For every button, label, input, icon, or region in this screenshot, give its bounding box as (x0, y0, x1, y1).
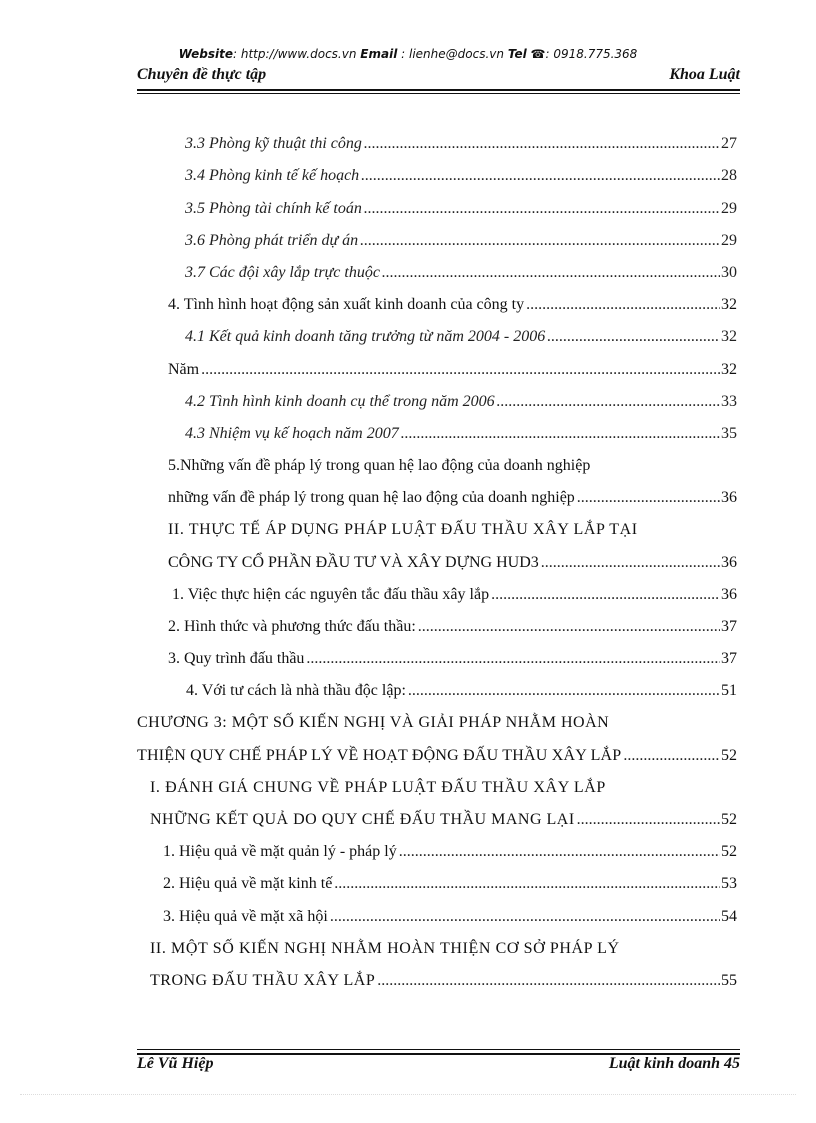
toc-entry-text: 3.7 Các đội xây lắp trực thuộc (185, 264, 380, 281)
phone-icon: ☎ (530, 47, 546, 61)
toc-entry-text: 4. Tình hình hoạt động sản xuất kinh doanh của công ty (168, 296, 525, 313)
toc-leader (360, 230, 720, 252)
toc-page-number: 53 (721, 875, 737, 892)
toc-entry[interactable] (172, 584, 737, 606)
toc-entry[interactable] (185, 133, 737, 155)
tel-label: Tel (507, 47, 527, 61)
toc-entry-text: CÔNG TY CỔ PHẦN ĐẦU TƯ VÀ XÂY DỰNG HUD3 (168, 554, 539, 571)
toc-entry[interactable] (163, 841, 737, 863)
toc-entry-text: 2. Hình thức và phương thức đấu thầu: (168, 618, 416, 635)
toc-page-number: 32 (721, 361, 737, 378)
toc-page-number: 28 (721, 167, 737, 184)
toc-entry-text: 1. Hiệu quả về mặt quản lý - pháp lý (163, 843, 397, 860)
toc-entry[interactable] (185, 262, 737, 284)
toc-leader (399, 841, 720, 863)
toc-entry[interactable] (168, 294, 737, 316)
toc-page-number: 32 (721, 328, 737, 345)
toc-entry-text[interactable]: I. ĐÁNH GIÁ CHUNG VỀ PHÁP LUẬT ĐẤU THẦU XÂY LẮP (150, 779, 606, 796)
toc-entry-text: 4.2 Tình hình kinh doanh cụ thể trong năm 2006 (185, 393, 495, 410)
toc-entry-text: 1. Việc thực hiện các nguyên tắc đấu thầu xây lắp (172, 586, 490, 603)
toc-leader (382, 262, 720, 284)
header-left-title: Chuyên đề thực tập (137, 66, 267, 83)
page-footer (137, 1055, 740, 1079)
toc-leader (401, 423, 720, 445)
toc-entry[interactable] (185, 165, 737, 187)
footer-rule-thin (137, 1049, 740, 1050)
toc-leader (541, 552, 720, 574)
toc-entry[interactable] (185, 230, 737, 252)
toc-entry[interactable] (185, 198, 737, 220)
toc-entry-text: 4.1 Kết quả kinh doanh tăng trưởng từ năm 2004 - 2006 (185, 328, 546, 345)
toc-entry-text: Năm (168, 361, 200, 378)
footer-course: Luật kinh doanh 45 (608, 1055, 740, 1072)
header-right-title: Khoa Luật (669, 66, 740, 83)
toc-leader (491, 584, 720, 606)
toc-page-number: 30 (721, 264, 737, 281)
page-header (137, 66, 740, 90)
toc-page-number: 55 (721, 972, 737, 989)
toc-entry-text: 3.4 Phòng kinh tế kế hoạch (185, 167, 360, 184)
toc-page-number: 51 (721, 682, 737, 699)
header-rule-thin (137, 93, 740, 94)
toc-entry-text: NHỮNG KẾT QUẢ DO QUY CHẾ ĐẤU THẦU MANG LẠI (150, 811, 575, 828)
toc-page-number: 52 (721, 811, 737, 828)
toc-page-number: 36 (721, 554, 737, 571)
toc-entry[interactable] (185, 391, 737, 413)
toc-entry-text: 4. Với tư cách là nhà thầu độc lập: (186, 682, 406, 699)
toc-page-number: 36 (721, 586, 737, 603)
toc-leader (623, 745, 720, 767)
toc-entry-text: 3.3 Phòng kỹ thuật thi công (185, 135, 362, 152)
toc-entry[interactable] (186, 680, 737, 702)
website-value: : http://www.docs.vn (233, 47, 357, 61)
email-value: : lienhe@docs.vn (401, 47, 504, 61)
toc-page-number: 36 (721, 489, 737, 506)
toc-leader (334, 873, 720, 895)
toc-leader (361, 165, 720, 187)
toc-leader (364, 133, 720, 155)
toc-entry[interactable] (168, 616, 737, 638)
toc-entry-text: 3.5 Phòng tài chính kế toán (185, 200, 362, 217)
toc-page-number: 52 (721, 843, 737, 860)
toc-leader (577, 487, 720, 509)
toc-page-number: 33 (721, 393, 737, 410)
toc-page-number: 29 (721, 200, 737, 217)
toc-leader (330, 906, 720, 928)
website-label: Website (178, 47, 233, 61)
toc-entry-text[interactable]: II. THỰC TẾ ÁP DỤNG PHÁP LUẬT ĐẤU THẦU XÂY LẮP TẠI (168, 521, 638, 538)
toc-entry[interactable] (163, 873, 737, 895)
toc-entry-text: 4.3 Nhiệm vụ kế hoạch năm 2007 (185, 425, 399, 442)
toc-entry-text: 3. Hiệu quả về mặt xã hội (163, 908, 328, 925)
toc-entry-text[interactable]: CHƯƠNG 3: MỘT SỐ KIẾN NGHỊ VÀ GIẢI PHÁP NHẰM HOÀN (137, 714, 610, 731)
toc-page-number: 32 (721, 296, 737, 313)
toc-entry-text: những vấn đề pháp lý trong quan hệ lao động của doanh nghiệp (168, 489, 575, 506)
toc-entry[interactable] (168, 552, 737, 574)
toc-page-number: 52 (721, 747, 737, 764)
toc-entry[interactable] (185, 423, 737, 445)
toc-entry-text: TRONG ĐẤU THẦU XÂY LẮP (150, 972, 376, 989)
toc-leader (526, 294, 720, 316)
toc-leader (408, 680, 720, 702)
toc-page-number: 37 (721, 618, 737, 635)
toc-entry[interactable] (168, 359, 737, 381)
toc-entry-text[interactable]: 5.Những vấn đề pháp lý trong quan hệ lao động của doanh nghiệp (168, 457, 591, 474)
footer-author: Lê Vũ Hiệp (137, 1055, 214, 1072)
toc-page-number: 54 (721, 908, 737, 925)
toc-entry-text: 3. Quy trình đấu thầu (168, 650, 305, 667)
toc-page-number: 27 (721, 135, 737, 152)
toc-entry[interactable] (163, 906, 737, 928)
toc-entry-text: 2. Hiệu quả về mặt kinh tế (163, 875, 333, 892)
toc-leader (377, 970, 720, 992)
toc-entry[interactable] (168, 487, 737, 509)
toc-page-number: 35 (721, 425, 737, 442)
header-rule-thick (137, 89, 740, 91)
email-label: Email (360, 47, 398, 61)
toc-entry-text: THIỆN QUY CHẾ PHÁP LÝ VỀ HOẠT ĐỘNG ĐẤU THẦU XÂY LẮP (137, 747, 622, 764)
page-edge (20, 1094, 796, 1095)
toc-entry[interactable] (150, 970, 737, 992)
toc-entry[interactable] (168, 648, 737, 670)
toc-leader (306, 648, 720, 670)
toc-leader (201, 359, 720, 381)
toc-entry[interactable] (150, 809, 737, 831)
toc-leader (418, 616, 720, 638)
toc-leader (497, 391, 720, 413)
tel-value: : 0918.775.368 (545, 47, 638, 61)
toc-leader (577, 809, 720, 831)
toc-entry-text[interactable]: II. MỘT SỐ KIẾN NGHỊ NHẰM HOÀN THIỆN CƠ SỞ PHÁP LÝ (150, 940, 620, 957)
toc-entry[interactable] (137, 745, 737, 767)
toc-entry[interactable] (185, 326, 737, 348)
toc-leader (364, 198, 720, 220)
toc-page-number: 29 (721, 232, 737, 249)
toc-page-number: 37 (721, 650, 737, 667)
header-contact-line (0, 47, 816, 61)
toc-entry-text: 3.6 Phòng phát triển dự án (185, 232, 359, 249)
toc-leader (547, 326, 720, 348)
